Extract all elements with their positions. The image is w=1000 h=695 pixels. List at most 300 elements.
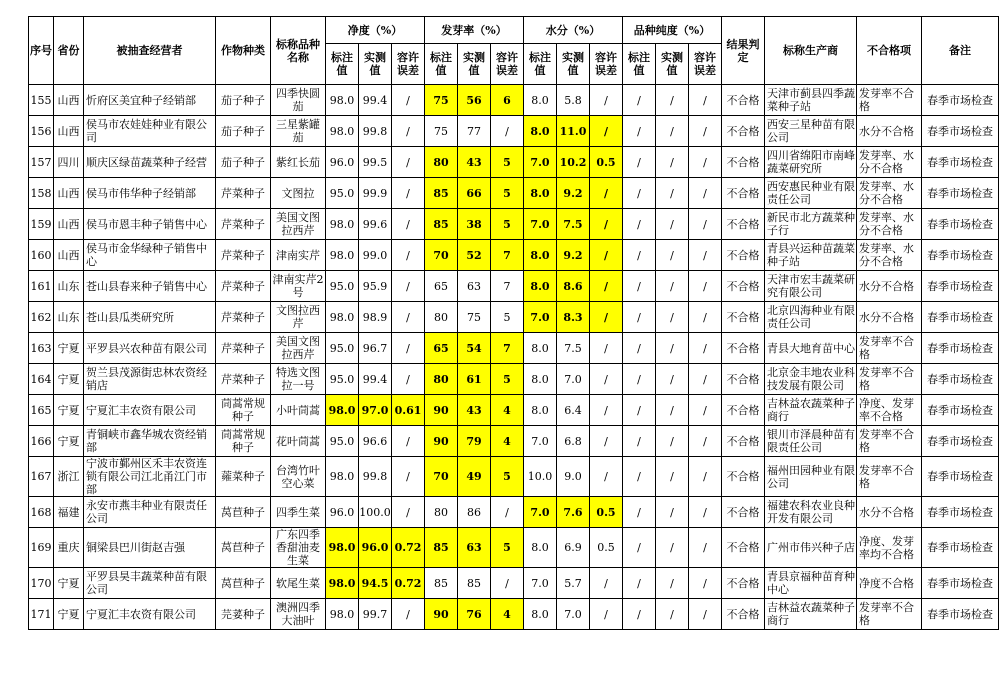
cell-operator: 平罗县昊丰蔬菜种苗有限公司 bbox=[84, 568, 216, 599]
cell-germination-labeled: 90 bbox=[425, 599, 458, 630]
cell-producer: 西安三星种苗有限公司 bbox=[765, 116, 857, 147]
header-fail-item: 不合格项 bbox=[857, 17, 922, 85]
cell-operator: 侯马市金华绿种子销售中心 bbox=[84, 240, 216, 271]
cell-fail-item: 水分不合格 bbox=[857, 302, 922, 333]
cell-variety-purity-measured: / bbox=[656, 395, 689, 426]
cell-germination-tolerance: 7 bbox=[491, 240, 524, 271]
cell-fail-item: 水分不合格 bbox=[857, 497, 922, 528]
cell-purity-tolerance: / bbox=[392, 271, 425, 302]
cell-purity-tolerance: / bbox=[392, 364, 425, 395]
cell-fail-item: 发芽率不合格 bbox=[857, 599, 922, 630]
cell-germination-labeled: 65 bbox=[425, 333, 458, 364]
cell-variety-purity-labeled: / bbox=[623, 457, 656, 497]
subheader-labeled: 标注值 bbox=[326, 44, 359, 85]
cell-purity-tolerance: 0.61 bbox=[392, 395, 425, 426]
cell-seq: 170 bbox=[29, 568, 54, 599]
cell-moisture-labeled: 8.0 bbox=[524, 116, 557, 147]
cell-moisture-tolerance: / bbox=[590, 178, 623, 209]
cell-operator: 苍山县瓜类研究所 bbox=[84, 302, 216, 333]
inspection-table-container bbox=[28, 16, 999, 630]
cell-fail-item: 净度、发芽率均不合格 bbox=[857, 528, 922, 568]
cell-variety-purity-labeled: / bbox=[623, 497, 656, 528]
cell-purity-measured: 99.5 bbox=[359, 147, 392, 178]
cell-variety-purity-tolerance: / bbox=[689, 85, 722, 116]
cell-variety-purity-labeled: / bbox=[623, 599, 656, 630]
cell-producer: 天津市蓟县四季蔬菜种子站 bbox=[765, 85, 857, 116]
table-row bbox=[29, 426, 999, 457]
cell-germination-labeled: 75 bbox=[425, 85, 458, 116]
cell-operator: 顺庆区绿苗蔬菜种子经营 bbox=[84, 147, 216, 178]
cell-fail-item: 发芽率、水分不合格 bbox=[857, 147, 922, 178]
cell-moisture-tolerance: / bbox=[590, 271, 623, 302]
cell-producer: 青县大地育苗中心 bbox=[765, 333, 857, 364]
header-remark: 备注 bbox=[922, 17, 999, 85]
cell-crop: 芫荽种子 bbox=[216, 599, 271, 630]
cell-fail-item: 发芽率不合格 bbox=[857, 333, 922, 364]
cell-purity-labeled: 98.0 bbox=[326, 209, 359, 240]
cell-fail-item: 净度、发芽率不合格 bbox=[857, 395, 922, 426]
cell-variety-purity-measured: / bbox=[656, 528, 689, 568]
cell-purity-tolerance: / bbox=[392, 147, 425, 178]
cell-moisture-measured: 8.6 bbox=[557, 271, 590, 302]
cell-germination-measured: 61 bbox=[458, 364, 491, 395]
cell-germination-labeled: 85 bbox=[425, 209, 458, 240]
table-row bbox=[29, 240, 999, 271]
cell-moisture-measured: 9.2 bbox=[557, 178, 590, 209]
cell-crop: 芹菜种子 bbox=[216, 240, 271, 271]
cell-germination-measured: 38 bbox=[458, 209, 491, 240]
header-germination: 发芽率（%） bbox=[425, 17, 524, 44]
cell-moisture-labeled: 7.0 bbox=[524, 426, 557, 457]
table-row bbox=[29, 457, 999, 497]
cell-seq: 171 bbox=[29, 599, 54, 630]
cell-variety: 美国文图拉西芹 bbox=[271, 333, 326, 364]
cell-operator: 忻府区美宜种子经销部 bbox=[84, 85, 216, 116]
cell-germination-measured: 43 bbox=[458, 147, 491, 178]
cell-moisture-measured: 11.0 bbox=[557, 116, 590, 147]
cell-variety: 文图拉 bbox=[271, 178, 326, 209]
header-moisture: 水分（%） bbox=[524, 17, 623, 44]
cell-germination-tolerance: 7 bbox=[491, 271, 524, 302]
cell-germination-tolerance: 5 bbox=[491, 209, 524, 240]
cell-germination-tolerance: / bbox=[491, 497, 524, 528]
cell-province: 浙江 bbox=[54, 457, 84, 497]
cell-result: 不合格 bbox=[722, 395, 765, 426]
cell-result: 不合格 bbox=[722, 599, 765, 630]
cell-result: 不合格 bbox=[722, 209, 765, 240]
cell-moisture-tolerance: / bbox=[590, 457, 623, 497]
cell-moisture-labeled: 8.0 bbox=[524, 85, 557, 116]
cell-variety-purity-tolerance: / bbox=[689, 599, 722, 630]
cell-variety-purity-labeled: / bbox=[623, 302, 656, 333]
cell-result: 不合格 bbox=[722, 302, 765, 333]
cell-germination-measured: 56 bbox=[458, 85, 491, 116]
cell-moisture-measured: 5.7 bbox=[557, 568, 590, 599]
cell-variety-purity-labeled: / bbox=[623, 147, 656, 178]
cell-fail-item: 发芽率、水分不合格 bbox=[857, 209, 922, 240]
cell-germination-tolerance: 7 bbox=[491, 333, 524, 364]
table-row bbox=[29, 178, 999, 209]
cell-moisture-measured: 8.3 bbox=[557, 302, 590, 333]
cell-fail-item: 水分不合格 bbox=[857, 271, 922, 302]
cell-germination-tolerance: 4 bbox=[491, 395, 524, 426]
cell-moisture-measured: 7.5 bbox=[557, 209, 590, 240]
cell-germination-measured: 63 bbox=[458, 528, 491, 568]
cell-germination-labeled: 65 bbox=[425, 271, 458, 302]
cell-germination-measured: 76 bbox=[458, 599, 491, 630]
cell-moisture-tolerance: / bbox=[590, 209, 623, 240]
cell-purity-measured: 99.4 bbox=[359, 85, 392, 116]
header-variety: 标称品种名称 bbox=[271, 17, 326, 85]
cell-crop: 芹菜种子 bbox=[216, 209, 271, 240]
cell-fail-item: 发芽率不合格 bbox=[857, 426, 922, 457]
cell-variety: 津南实芹 bbox=[271, 240, 326, 271]
cell-germination-measured: 86 bbox=[458, 497, 491, 528]
cell-remark: 春季市场检查 bbox=[922, 395, 999, 426]
cell-result: 不合格 bbox=[722, 333, 765, 364]
cell-producer: 吉林益农蔬菜种子商行 bbox=[765, 395, 857, 426]
subheader-measured: 实测值 bbox=[656, 44, 689, 85]
cell-purity-tolerance: / bbox=[392, 85, 425, 116]
cell-province: 福建 bbox=[54, 497, 84, 528]
cell-purity-measured: 96.0 bbox=[359, 528, 392, 568]
cell-producer: 福建农科农业良种开发有限公司 bbox=[765, 497, 857, 528]
cell-province: 山东 bbox=[54, 271, 84, 302]
cell-germination-labeled: 90 bbox=[425, 395, 458, 426]
cell-variety-purity-tolerance: / bbox=[689, 116, 722, 147]
cell-operator: 铜梁县巴川街赵吉强 bbox=[84, 528, 216, 568]
cell-variety-purity-labeled: / bbox=[623, 426, 656, 457]
subheader-tolerance: 容许误差 bbox=[392, 44, 425, 85]
cell-fail-item: 发芽率不合格 bbox=[857, 364, 922, 395]
cell-remark: 春季市场检查 bbox=[922, 240, 999, 271]
cell-result: 不合格 bbox=[722, 116, 765, 147]
cell-crop: 茼蒿常规种子 bbox=[216, 426, 271, 457]
header-purity: 净度（%） bbox=[326, 17, 425, 44]
cell-producer: 吉林益农蔬菜种子商行 bbox=[765, 599, 857, 630]
cell-remark: 春季市场检查 bbox=[922, 209, 999, 240]
seed-inspection-table bbox=[28, 16, 999, 630]
cell-variety: 澳洲四季大油叶 bbox=[271, 599, 326, 630]
cell-moisture-measured: 5.8 bbox=[557, 85, 590, 116]
cell-moisture-measured: 9.2 bbox=[557, 240, 590, 271]
cell-province: 重庆 bbox=[54, 528, 84, 568]
cell-producer: 天津市宏丰蔬菜研究有限公司 bbox=[765, 271, 857, 302]
cell-remark: 春季市场检查 bbox=[922, 147, 999, 178]
cell-result: 不合格 bbox=[722, 85, 765, 116]
cell-variety: 软尾生菜 bbox=[271, 568, 326, 599]
cell-seq: 156 bbox=[29, 116, 54, 147]
cell-germination-labeled: 70 bbox=[425, 240, 458, 271]
header-result: 结果判定 bbox=[722, 17, 765, 85]
cell-crop: 莴苣种子 bbox=[216, 528, 271, 568]
cell-seq: 164 bbox=[29, 364, 54, 395]
cell-germination-measured: 49 bbox=[458, 457, 491, 497]
cell-germination-labeled: 70 bbox=[425, 457, 458, 497]
cell-moisture-labeled: 8.0 bbox=[524, 240, 557, 271]
cell-operator: 宁夏汇丰农资有限公司 bbox=[84, 599, 216, 630]
cell-crop: 莴苣种子 bbox=[216, 497, 271, 528]
cell-germination-measured: 63 bbox=[458, 271, 491, 302]
subheader-tolerance: 容许误差 bbox=[689, 44, 722, 85]
cell-operator: 侯马市恩丰种子销售中心 bbox=[84, 209, 216, 240]
cell-remark: 春季市场检查 bbox=[922, 116, 999, 147]
cell-moisture-tolerance: / bbox=[590, 568, 623, 599]
cell-seq: 157 bbox=[29, 147, 54, 178]
cell-fail-item: 水分不合格 bbox=[857, 116, 922, 147]
cell-operator: 平罗县兴农种苗有限公司 bbox=[84, 333, 216, 364]
cell-variety-purity-tolerance: / bbox=[689, 302, 722, 333]
cell-germination-measured: 43 bbox=[458, 395, 491, 426]
cell-variety: 三星紫罐茄 bbox=[271, 116, 326, 147]
subheader-labeled: 标注值 bbox=[524, 44, 557, 85]
cell-remark: 春季市场检查 bbox=[922, 85, 999, 116]
cell-germination-tolerance: 6 bbox=[491, 85, 524, 116]
table-row bbox=[29, 364, 999, 395]
cell-seq: 168 bbox=[29, 497, 54, 528]
cell-province: 宁夏 bbox=[54, 568, 84, 599]
cell-moisture-labeled: 8.0 bbox=[524, 599, 557, 630]
cell-crop: 芹菜种子 bbox=[216, 364, 271, 395]
cell-moisture-tolerance: / bbox=[590, 302, 623, 333]
cell-purity-measured: 96.7 bbox=[359, 333, 392, 364]
table-row bbox=[29, 333, 999, 364]
cell-germination-tolerance: 4 bbox=[491, 426, 524, 457]
cell-variety-purity-tolerance: / bbox=[689, 395, 722, 426]
cell-moisture-labeled: 8.0 bbox=[524, 333, 557, 364]
cell-operator: 侯马市农娃娃种业有限公司 bbox=[84, 116, 216, 147]
cell-variety-purity-tolerance: / bbox=[689, 457, 722, 497]
cell-producer: 青县京福种苗育种中心 bbox=[765, 568, 857, 599]
cell-purity-labeled: 96.0 bbox=[326, 497, 359, 528]
cell-variety: 津南实芹2号 bbox=[271, 271, 326, 302]
cell-result: 不合格 bbox=[722, 147, 765, 178]
cell-producer: 四川省绵阳市南峰蔬菜研究所 bbox=[765, 147, 857, 178]
header-variety-purity: 品种纯度（%） bbox=[623, 17, 722, 44]
cell-purity-measured: 99.9 bbox=[359, 178, 392, 209]
cell-remark: 春季市场检查 bbox=[922, 364, 999, 395]
cell-purity-tolerance: 0.72 bbox=[392, 568, 425, 599]
cell-germination-measured: 54 bbox=[458, 333, 491, 364]
cell-province: 宁夏 bbox=[54, 395, 84, 426]
cell-variety-purity-labeled: / bbox=[623, 528, 656, 568]
cell-moisture-tolerance: 0.5 bbox=[590, 147, 623, 178]
subheader-labeled: 标注值 bbox=[425, 44, 458, 85]
cell-moisture-tolerance: / bbox=[590, 599, 623, 630]
cell-variety-purity-tolerance: / bbox=[689, 147, 722, 178]
cell-variety-purity-tolerance: / bbox=[689, 209, 722, 240]
cell-variety-purity-labeled: / bbox=[623, 116, 656, 147]
cell-variety: 特选文图拉一号 bbox=[271, 364, 326, 395]
cell-variety-purity-measured: / bbox=[656, 497, 689, 528]
cell-variety: 花叶茼蒿 bbox=[271, 426, 326, 457]
cell-purity-labeled: 98.0 bbox=[326, 240, 359, 271]
cell-province: 宁夏 bbox=[54, 599, 84, 630]
cell-purity-labeled: 98.0 bbox=[326, 395, 359, 426]
cell-moisture-labeled: 8.0 bbox=[524, 528, 557, 568]
cell-variety-purity-measured: / bbox=[656, 599, 689, 630]
cell-germination-labeled: 90 bbox=[425, 426, 458, 457]
cell-purity-labeled: 95.0 bbox=[326, 364, 359, 395]
cell-purity-tolerance: / bbox=[392, 333, 425, 364]
cell-producer: 北京金丰地农业科技发展有限公司 bbox=[765, 364, 857, 395]
cell-province: 山西 bbox=[54, 240, 84, 271]
cell-producer: 西安惠民种业有限责任公司 bbox=[765, 178, 857, 209]
cell-variety-purity-labeled: / bbox=[623, 333, 656, 364]
cell-germination-tolerance: 5 bbox=[491, 364, 524, 395]
cell-germination-labeled: 85 bbox=[425, 568, 458, 599]
cell-seq: 166 bbox=[29, 426, 54, 457]
cell-remark: 春季市场检查 bbox=[922, 302, 999, 333]
cell-moisture-labeled: 8.0 bbox=[524, 395, 557, 426]
header-row-1 bbox=[29, 17, 999, 44]
cell-variety-purity-measured: / bbox=[656, 364, 689, 395]
cell-remark: 春季市场检查 bbox=[922, 426, 999, 457]
cell-crop: 蕹菜种子 bbox=[216, 457, 271, 497]
cell-variety-purity-measured: / bbox=[656, 85, 689, 116]
cell-variety-purity-labeled: / bbox=[623, 271, 656, 302]
cell-seq: 169 bbox=[29, 528, 54, 568]
cell-remark: 春季市场检查 bbox=[922, 497, 999, 528]
cell-crop: 茄子种子 bbox=[216, 116, 271, 147]
header-seq: 序号 bbox=[29, 17, 54, 85]
cell-remark: 春季市场检查 bbox=[922, 178, 999, 209]
cell-operator: 永安市燕丰种业有限责任公司 bbox=[84, 497, 216, 528]
subheader-tolerance: 容许误差 bbox=[590, 44, 623, 85]
cell-germination-labeled: 80 bbox=[425, 147, 458, 178]
cell-variety-purity-tolerance: / bbox=[689, 528, 722, 568]
cell-purity-measured: 99.4 bbox=[359, 364, 392, 395]
table-row bbox=[29, 147, 999, 178]
cell-result: 不合格 bbox=[722, 240, 765, 271]
cell-purity-labeled: 95.0 bbox=[326, 426, 359, 457]
cell-remark: 春季市场检查 bbox=[922, 333, 999, 364]
cell-province: 宁夏 bbox=[54, 364, 84, 395]
header-crop: 作物种类 bbox=[216, 17, 271, 85]
cell-fail-item: 净度不合格 bbox=[857, 568, 922, 599]
cell-seq: 163 bbox=[29, 333, 54, 364]
cell-variety-purity-tolerance: / bbox=[689, 426, 722, 457]
cell-province: 山西 bbox=[54, 85, 84, 116]
cell-result: 不合格 bbox=[722, 568, 765, 599]
cell-variety-purity-labeled: / bbox=[623, 240, 656, 271]
cell-fail-item: 发芽率不合格 bbox=[857, 85, 922, 116]
cell-moisture-labeled: 7.0 bbox=[524, 568, 557, 599]
cell-moisture-labeled: 7.0 bbox=[524, 497, 557, 528]
cell-operator: 宁波市鄞州区禾丰农资连锁有限公司江北甬江门市部 bbox=[84, 457, 216, 497]
cell-variety-purity-labeled: / bbox=[623, 85, 656, 116]
cell-variety-purity-measured: / bbox=[656, 333, 689, 364]
cell-moisture-labeled: 7.0 bbox=[524, 147, 557, 178]
cell-moisture-tolerance: / bbox=[590, 240, 623, 271]
cell-variety-purity-labeled: / bbox=[623, 209, 656, 240]
cell-moisture-measured: 7.0 bbox=[557, 599, 590, 630]
cell-moisture-tolerance: 0.5 bbox=[590, 497, 623, 528]
table-row bbox=[29, 85, 999, 116]
cell-purity-measured: 94.5 bbox=[359, 568, 392, 599]
cell-germination-tolerance: 5 bbox=[491, 457, 524, 497]
cell-moisture-measured: 10.2 bbox=[557, 147, 590, 178]
cell-germination-tolerance: 5 bbox=[491, 302, 524, 333]
cell-moisture-labeled: 7.0 bbox=[524, 302, 557, 333]
cell-variety: 美国文图拉西芹 bbox=[271, 209, 326, 240]
cell-province: 四川 bbox=[54, 147, 84, 178]
cell-seq: 161 bbox=[29, 271, 54, 302]
cell-purity-measured: 99.6 bbox=[359, 209, 392, 240]
cell-variety-purity-tolerance: / bbox=[689, 178, 722, 209]
cell-crop: 芹菜种子 bbox=[216, 178, 271, 209]
subheader-tolerance: 容许误差 bbox=[491, 44, 524, 85]
cell-moisture-labeled: 8.0 bbox=[524, 364, 557, 395]
cell-province: 山西 bbox=[54, 178, 84, 209]
cell-fail-item: 发芽率、水分不合格 bbox=[857, 178, 922, 209]
table-row bbox=[29, 599, 999, 630]
table-row bbox=[29, 568, 999, 599]
cell-germination-tolerance: 5 bbox=[491, 178, 524, 209]
cell-purity-labeled: 98.0 bbox=[326, 85, 359, 116]
table-row bbox=[29, 302, 999, 333]
cell-moisture-measured: 9.0 bbox=[557, 457, 590, 497]
cell-seq: 165 bbox=[29, 395, 54, 426]
cell-purity-measured: 97.0 bbox=[359, 395, 392, 426]
table-row bbox=[29, 528, 999, 568]
cell-variety-purity-measured: / bbox=[656, 568, 689, 599]
cell-germination-tolerance: 4 bbox=[491, 599, 524, 630]
cell-variety: 文图拉西芹 bbox=[271, 302, 326, 333]
cell-moisture-tolerance: / bbox=[590, 333, 623, 364]
cell-purity-measured: 99.7 bbox=[359, 599, 392, 630]
cell-moisture-tolerance: / bbox=[590, 364, 623, 395]
cell-variety-purity-labeled: / bbox=[623, 395, 656, 426]
cell-operator: 宁夏汇丰农资有限公司 bbox=[84, 395, 216, 426]
cell-moisture-tolerance: / bbox=[590, 395, 623, 426]
cell-variety-purity-measured: / bbox=[656, 302, 689, 333]
cell-result: 不合格 bbox=[722, 364, 765, 395]
cell-purity-tolerance: / bbox=[392, 599, 425, 630]
cell-producer: 广州市伟兴种子店 bbox=[765, 528, 857, 568]
cell-purity-measured: 95.9 bbox=[359, 271, 392, 302]
cell-purity-labeled: 98.0 bbox=[326, 116, 359, 147]
cell-variety-purity-tolerance: / bbox=[689, 333, 722, 364]
table-row bbox=[29, 497, 999, 528]
cell-variety-purity-measured: / bbox=[656, 178, 689, 209]
cell-germination-labeled: 80 bbox=[425, 364, 458, 395]
cell-purity-labeled: 98.0 bbox=[326, 457, 359, 497]
cell-result: 不合格 bbox=[722, 528, 765, 568]
table-row bbox=[29, 209, 999, 240]
cell-moisture-measured: 6.4 bbox=[557, 395, 590, 426]
cell-seq: 162 bbox=[29, 302, 54, 333]
cell-variety: 四季快圆茄 bbox=[271, 85, 326, 116]
cell-result: 不合格 bbox=[722, 426, 765, 457]
cell-variety-purity-measured: / bbox=[656, 271, 689, 302]
cell-germination-tolerance: / bbox=[491, 116, 524, 147]
cell-germination-labeled: 85 bbox=[425, 178, 458, 209]
cell-moisture-tolerance: / bbox=[590, 426, 623, 457]
cell-crop: 芹菜种子 bbox=[216, 302, 271, 333]
cell-operator: 侯马市伟华种子经销部 bbox=[84, 178, 216, 209]
cell-germination-labeled: 85 bbox=[425, 528, 458, 568]
cell-result: 不合格 bbox=[722, 178, 765, 209]
cell-fail-item: 发芽率、水分不合格 bbox=[857, 240, 922, 271]
cell-moisture-labeled: 8.0 bbox=[524, 178, 557, 209]
cell-moisture-measured: 6.9 bbox=[557, 528, 590, 568]
cell-crop: 茄子种子 bbox=[216, 147, 271, 178]
cell-germination-tolerance: 5 bbox=[491, 147, 524, 178]
cell-crop: 茼蒿常规种子 bbox=[216, 395, 271, 426]
cell-variety-purity-labeled: / bbox=[623, 364, 656, 395]
cell-moisture-measured: 7.5 bbox=[557, 333, 590, 364]
